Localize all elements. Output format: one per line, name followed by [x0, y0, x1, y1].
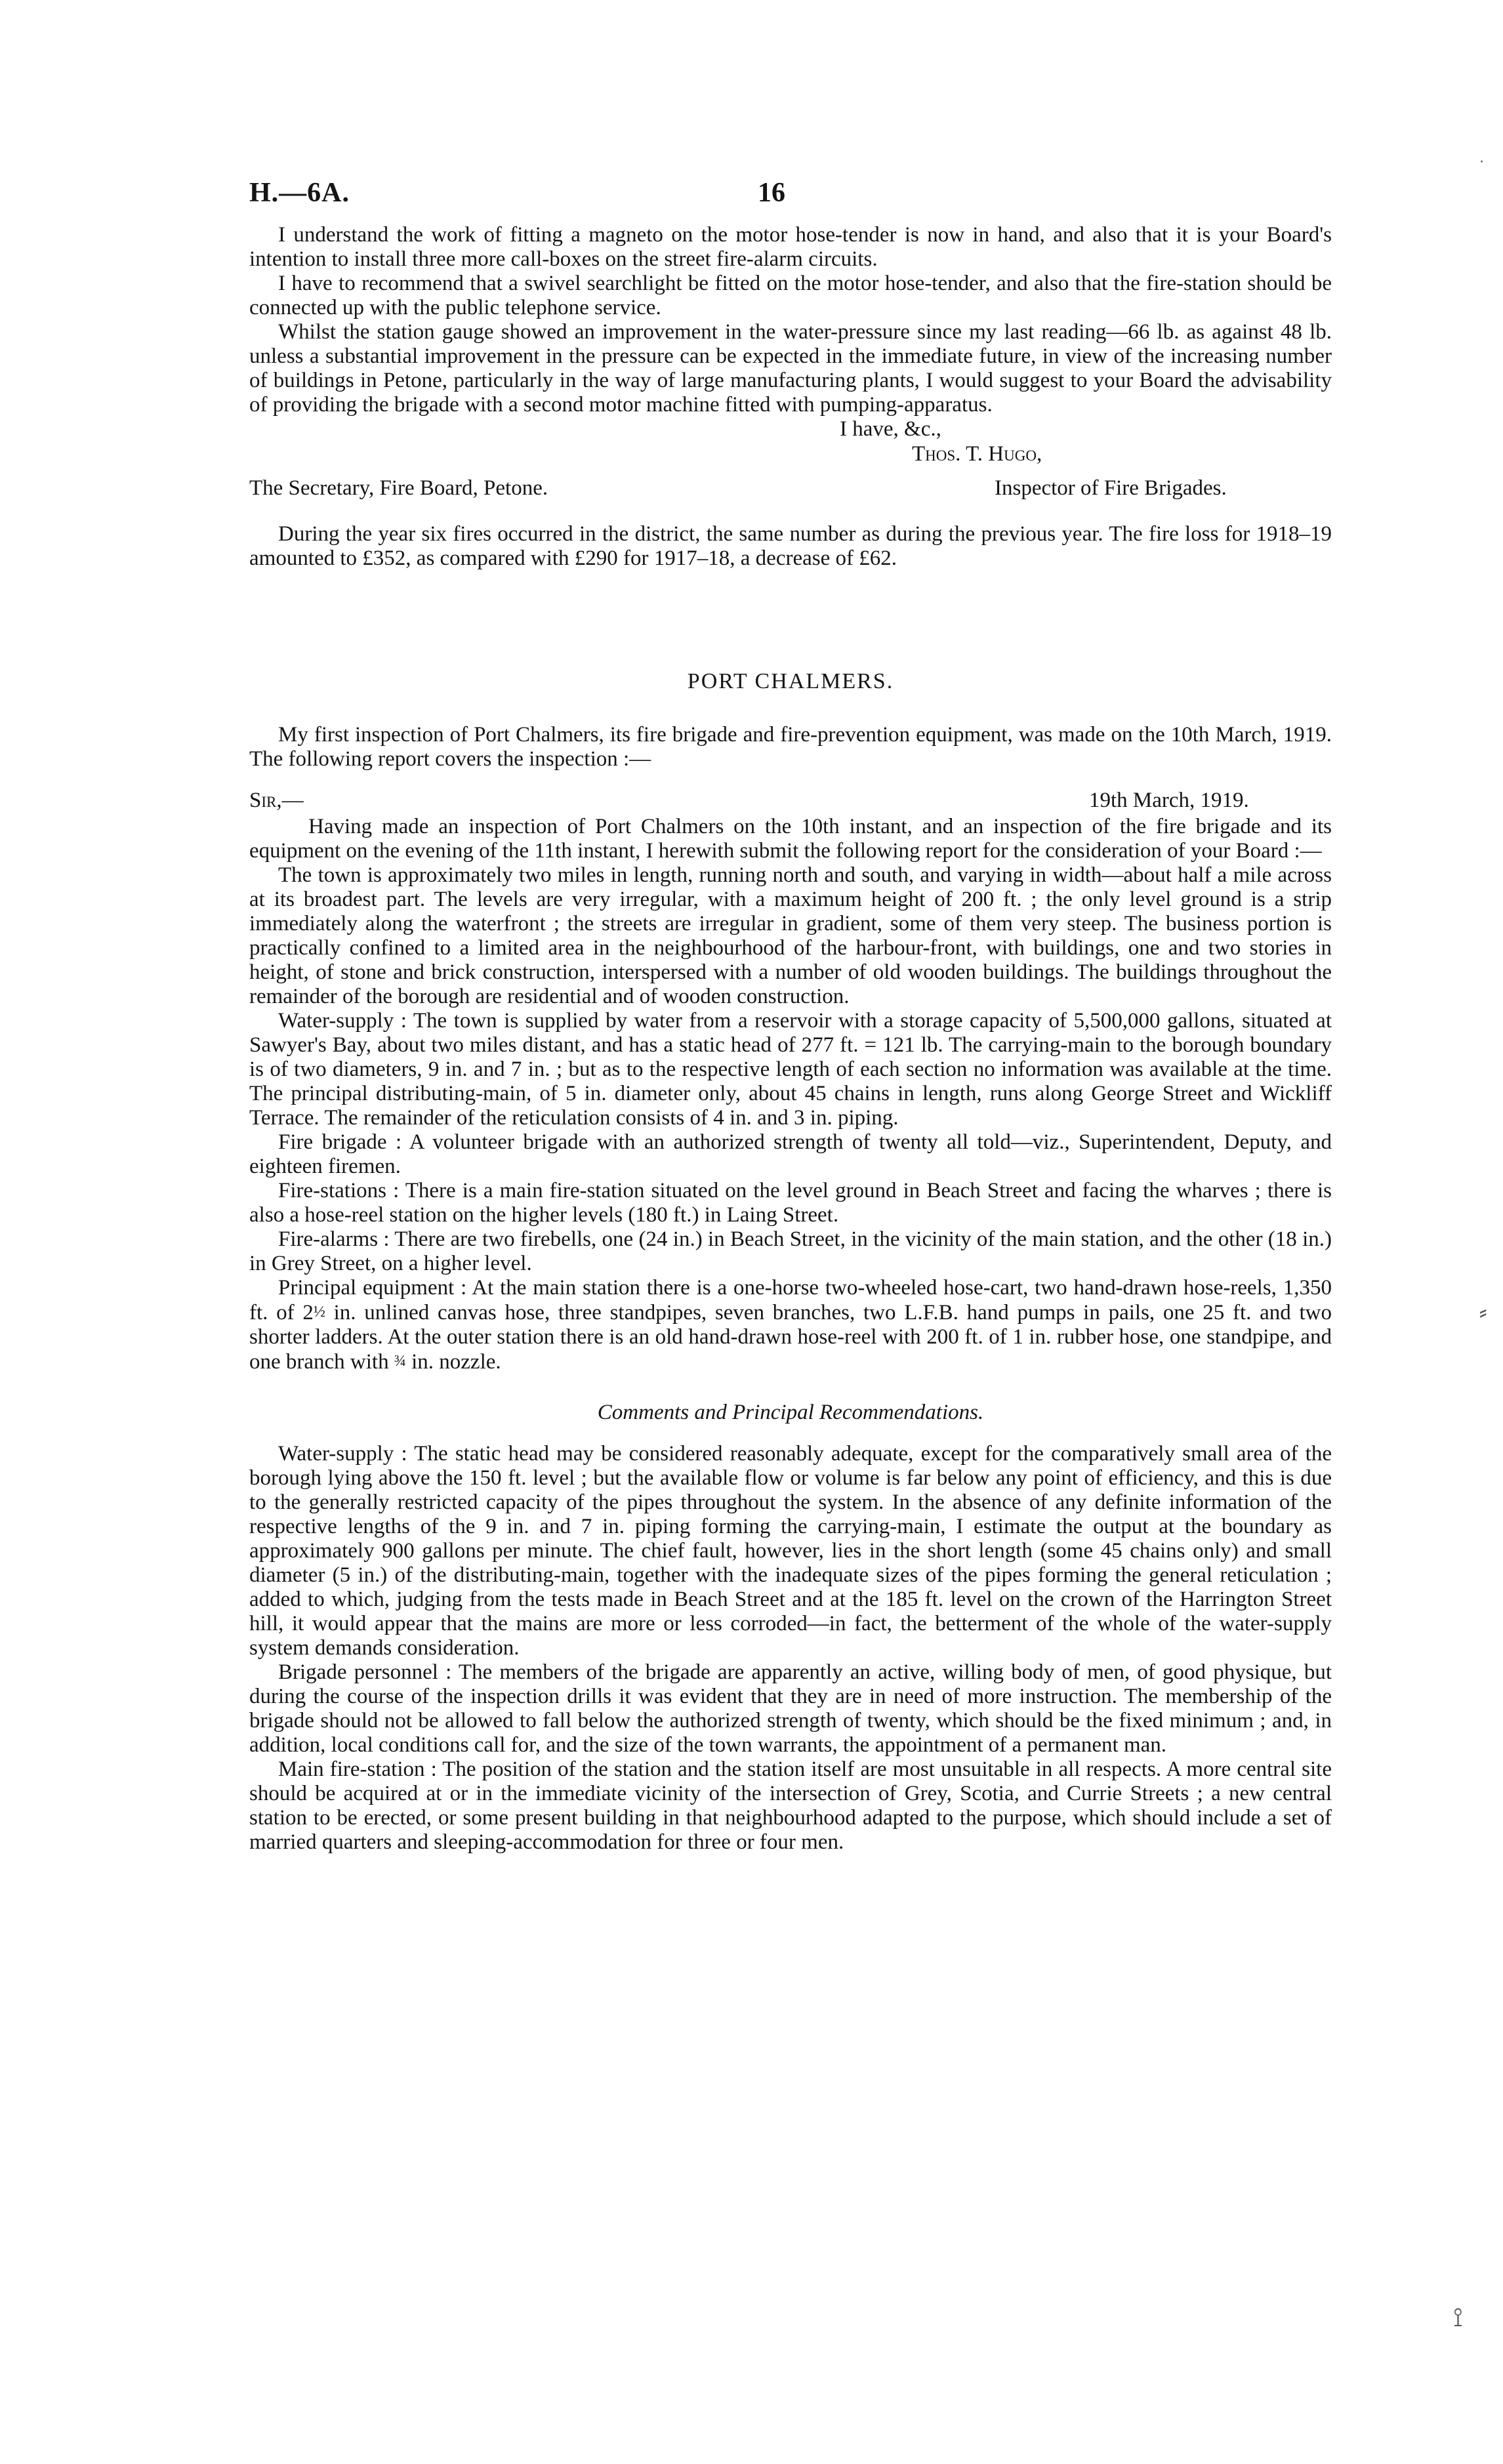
- closing-phrase: I have, &c.,: [840, 417, 941, 441]
- document-code: H.—6A.: [249, 178, 350, 208]
- paragraph-principal-equipment: [249, 1276, 1332, 1374]
- equipment-text-1: Principal equipment : At the main station there is a one-horse two-wheeled hose-cart, two hand-drawn hose-reels, 1,350 ft. of 2: [249, 1276, 1332, 1324]
- document-page: [249, 177, 1332, 1855]
- letter-date: 19th March, 1919.: [1089, 789, 1249, 812]
- paragraph-magneto: I understand the work of fitting a magneto on the motor hose-tender is now in hand, and also that it is your Board's intention to install three more call-boxes on the street fire-alarm circuits.: [249, 223, 1332, 271]
- paragraph-comment-water-supply: Water-supply : The static head may be considered reasonably adequate, except for the comparatively small area of the borough lying above the 150 ft. level ; but the available flow or volume is far below any point of efficiency, and this is due to the generally restricted capacity of the pipes throughout the system. In the absence of any definite information of the respective lengths of the 9 in. and 7 in. piping forming the carrying-main, I estimate the output at the boundary as approximately 900 gallons per minute. The chief fault, however, lies in the short length (some 45 chains only) and small diameter (5 in.) of the distributing-main, together with the inadequate sizes of the pipes forming the general reticulation ; added to which, judging from the tests made in Beach Street and at the 185 ft. level on the crown of the Harrington Street hill, it would appear that the mains are more or less corroded—in fact, the betterment of the whole of the water-supply system demands consideration.: [249, 1442, 1332, 1660]
- salutation: Sir,—: [249, 789, 304, 812]
- paragraph-intro: My first inspection of Port Chalmers, its fire brigade and fire-prevention equipment, was made on the 10th March, 1919. The following report covers the inspection :—: [249, 723, 1332, 771]
- paragraph-comment-personnel: Brigade personnel : The members of the brigade are apparently an active, willing body of men, of good physique, but during the course of the inspection drills it was evident that they are in need of more instruction. The membership of the brigade should not be allowed to fall below the authorized strength of twenty, which should be the fixed minimum ; and, in addition, local conditions call for, and the size of the town warrants, the appointment of a permanent man.: [249, 1660, 1332, 1757]
- signatory-title: Inspector of Fire Brigades.: [995, 476, 1227, 500]
- paragraph-fire-loss-summary: During the year six fires occurred in the district, the same number as during the previous year. The fire loss for 1918–19 amounted to £352, as compared with £290 for 1917–18, a decrease of £62.: [249, 522, 1332, 570]
- letter-heading: [249, 789, 1332, 815]
- fraction-half: ½: [313, 1304, 325, 1321]
- margin-mark-bottom: ⟟: [1453, 2303, 1463, 2333]
- paragraph-water-supply: Water-supply : The town is supplied by water from a reservoir with a storage capacity of 5,500,000 gallons, situated at Sawyer's Bay, about two miles distant, and has a static head of 277 ft. = 121 lb. The carrying-main to the borough boundary is of two diameters, 9 in. and 7 in. ; but as to the respective length of each section no information was available at the time. The principal distributing-main, of 5 in. diameter only, about 45 chains in length, runs along George Street and Wickliff Terrace. The remainder of the reticulation consists of 4 in. and 3 in. piping.: [249, 1009, 1332, 1130]
- letter-closing: [249, 417, 1332, 476]
- paragraph-fire-brigade: Fire brigade : A volunteer brigade with an authorized strength of twenty all told—viz., Superintendent, Deputy, and eighteen firemen.: [249, 1130, 1332, 1178]
- paragraph-searchlight: I have to recommend that a swivel searchlight be fitted on the motor hose-tender, and also that the fire-station should be connected up with the public telephone service.: [249, 272, 1332, 319]
- margin-mark-top: ·: [1479, 154, 1484, 171]
- equipment-text-3: in. nozzle.: [405, 1350, 501, 1374]
- section-title-port-chalmers: PORT CHALMERS.: [687, 669, 894, 693]
- addressee: The Secretary, Fire Board, Petone.: [249, 476, 548, 500]
- page-number: 16: [758, 178, 785, 208]
- signatory-name: Thos. T. Hugo,: [912, 442, 1042, 466]
- paragraph-fire-stations: Fire-stations : There is a main fire-station situated on the level ground in Beach Street and facing the wharves ; there is also a hose-reel station on the higher levels (180 ft.) in Laing Street.: [249, 1179, 1332, 1227]
- paragraph-fire-alarms: Fire-alarms : There are two firebells, one (24 in.) in Beach Street, in the vicinity of the main station, and the other (18 in.) in Grey Street, on a higher level.: [249, 1227, 1332, 1275]
- paragraph-opening: Having made an inspection of Port Chalmers on the 10th instant, and an inspection of the fire brigade and its equipment on the evening of the 11th instant, I herewith submit the following report for the consideration of your Board :—: [249, 815, 1332, 863]
- paragraph-water-pressure: Whilst the station gauge showed an improvement in the water-pressure since my last reading—66 lb. as against 48 lb. unless a substantial improvement in the pressure can be expected in the immediate future, in view of the increasing number of buildings in Petone, particularly in the way of large manufacturing plants, I would suggest to your Board the advisability of providing the brigade with a second motor machine fitted with pumping-apparatus.: [249, 320, 1332, 417]
- address-line: [249, 476, 1332, 505]
- paragraph-comment-main-station: Main fire-station : The position of the station and the station itself are most unsuitable in all respects. A more central site should be acquired at or in the immediate vicinity of the intersection of Grey, Scotia, and Currie Streets ; a new central station to be erected, or some present building in that neighbourhood adapted to the purpose, which should include a set of married quarters and sleeping-accommodation for three or four men.: [249, 1757, 1332, 1854]
- fraction-three-quarter: ¾: [394, 1353, 406, 1370]
- page-header: [249, 177, 1332, 223]
- subsection-title-comments: Comments and Principal Recommendations.: [597, 1401, 984, 1424]
- margin-mark-middle: ⸗: [1479, 1299, 1487, 1325]
- equipment-text-2: in. unlined canvas hose, three standpipes, seven branches, two L.F.B. hand pumps in pails, one 25 ft. and two shorter ladders. At the outer station there is an old hand-drawn hose-reel with 200 ft. of 1 in. rubber hose, one standpipe, and one branch with: [249, 1301, 1332, 1374]
- paragraph-town-description: The town is approximately two miles in length, running north and south, and varying in width—about half a mile across at its broadest part. The levels are very irregular, with a maximum height of 200 ft. ; the only level ground is a strip immediately along the waterfront ; the streets are irregular in gradient, some of them very steep. The business portion is practically confined to a limited area in the neighbourhood of the harbour-front, with buildings, one and two stories in height, of stone and brick construction, interspersed with a number of old wooden buildings. The buildings throughout the remainder of the borough are residential and of wooden construction.: [249, 863, 1332, 1008]
